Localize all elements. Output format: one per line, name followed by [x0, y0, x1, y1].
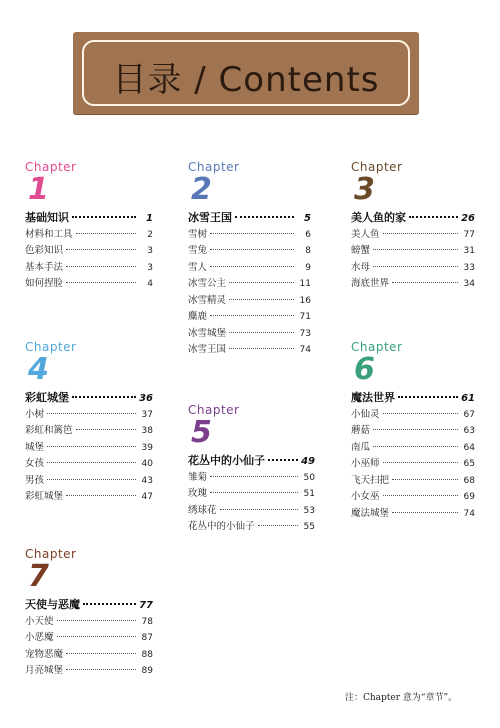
toc-entry-label: 海底世界	[351, 278, 390, 289]
toc-page-number: 37	[141, 409, 153, 420]
leader-dots	[229, 348, 294, 349]
toc-entry[interactable]	[25, 243, 153, 260]
leader-dots	[47, 462, 136, 463]
toc-page-number: 71	[299, 312, 311, 322]
toc-page-number: 6	[305, 229, 311, 240]
toc-entry[interactable]	[351, 423, 475, 440]
toc-page-number: 3	[147, 262, 153, 273]
toc-page-number: 47	[141, 492, 153, 502]
toc-page-number: 16	[299, 295, 311, 306]
leader-dots	[229, 332, 294, 333]
toc-entry[interactable]	[188, 470, 315, 487]
toc-list	[188, 453, 315, 536]
toc-entry-label: 冰雪城堡	[188, 327, 227, 339]
toc-page-number: 31	[463, 246, 475, 256]
toc-entry[interactable]	[351, 260, 475, 277]
chapter-number: 3	[354, 172, 375, 207]
toc-entry[interactable]	[25, 423, 153, 440]
leader-dots	[392, 282, 458, 283]
chapter-5-block	[188, 403, 315, 536]
toc-list	[351, 390, 475, 522]
footnote: 注：Chapter 意为“章节”。	[345, 693, 458, 703]
toc-page-number: 63	[463, 426, 475, 436]
toc-page-number: 55	[303, 522, 315, 532]
toc-entry-label: 月亮城堡	[25, 665, 64, 676]
toc-entry[interactable]	[188, 503, 315, 520]
toc-title-label: 天使与恶魔	[25, 598, 80, 611]
toc-page-number: 68	[463, 475, 475, 486]
toc-chapter-title[interactable]	[25, 210, 153, 227]
toc-entry-label: 雪人	[188, 261, 208, 273]
toc-list	[25, 210, 153, 293]
toc-entry-label: 城堡	[25, 441, 45, 453]
leader-dots	[373, 249, 458, 250]
toc-entry[interactable]	[25, 276, 153, 293]
toc-page-number: 78	[141, 616, 153, 627]
chapter-number: 1	[28, 172, 49, 207]
leader-dots	[210, 492, 298, 493]
toc-entry[interactable]	[25, 630, 153, 647]
leader-dots	[57, 620, 136, 621]
contents-banner	[73, 32, 419, 114]
toc-entry-label: 彩虹和篱笆	[25, 425, 73, 436]
leader-dots	[66, 495, 136, 496]
toc-entry-label: 如何捏脸	[25, 278, 64, 289]
chapter-label: Chapter	[25, 547, 77, 561]
leader-dots	[66, 653, 136, 654]
chapter-number: 6	[354, 352, 375, 387]
leader-dots	[373, 446, 458, 447]
toc-title-label: 魔法世界	[351, 391, 395, 404]
toc-page-number: 34	[463, 279, 475, 289]
toc-entry-label: 小天使	[25, 615, 54, 627]
toc-entry[interactable]	[25, 473, 153, 490]
toc-page-number: 89	[141, 666, 153, 676]
toc-title-label: 基础知识	[25, 211, 69, 224]
toc-entry[interactable]	[188, 309, 311, 326]
chapter-number: 5	[191, 415, 212, 450]
toc-entry[interactable]	[25, 647, 153, 664]
toc-list	[25, 597, 153, 680]
toc-page-number: 9	[305, 262, 311, 273]
toc-page-number: 77	[463, 229, 475, 240]
toc-entry[interactable]	[25, 440, 153, 457]
toc-entry-label: 绣球花	[188, 504, 217, 516]
toc-entry[interactable]	[25, 456, 153, 473]
leader-dots	[229, 299, 294, 300]
leader-dots	[220, 509, 298, 510]
toc-chapter-title[interactable]	[25, 390, 153, 407]
toc-title-label: 彩虹城堡	[25, 391, 69, 404]
toc-entry[interactable]	[188, 227, 311, 244]
leader-dots	[383, 462, 458, 463]
toc-page-number: 65	[463, 459, 475, 469]
toc-entry[interactable]	[25, 407, 153, 424]
toc-page-number: 53	[303, 505, 315, 516]
chapter-label: Chapter	[25, 340, 77, 354]
chapter-1-block	[25, 160, 153, 293]
toc-list	[188, 210, 311, 359]
toc-page-number: 87	[141, 633, 153, 643]
toc-entry[interactable]	[351, 506, 475, 523]
chapter-number: 7	[28, 559, 49, 594]
toc-entry[interactable]	[188, 293, 311, 310]
leader-dots	[210, 233, 294, 234]
toc-entry-label: 蘑菇	[351, 425, 371, 436]
toc-entry-label: 宠物恶魔	[25, 648, 64, 660]
leader-dots	[83, 603, 136, 605]
toc-page-number: 74	[463, 508, 475, 519]
toc-entry[interactable]	[351, 407, 475, 424]
toc-page-number: 36	[139, 393, 153, 404]
toc-page-number: 5	[304, 213, 311, 224]
toc-list	[25, 390, 153, 506]
leader-dots	[47, 413, 136, 414]
leader-dots	[383, 495, 458, 496]
leader-dots	[76, 429, 136, 430]
toc-entry-label: 小仙灵	[351, 408, 380, 420]
leader-dots	[268, 459, 298, 461]
toc-entry[interactable]	[351, 440, 475, 457]
leader-dots	[47, 446, 136, 447]
toc-page-number: 49	[301, 456, 315, 467]
leader-dots	[66, 249, 136, 250]
toc-page-number: 1	[146, 213, 153, 224]
chapter-number: 4	[28, 352, 49, 387]
toc-entry-label: 色彩知识	[25, 245, 64, 256]
leader-dots	[66, 266, 136, 267]
toc-entry-label: 小巫师	[351, 458, 380, 469]
toc-chapter-title[interactable]	[188, 210, 311, 227]
toc-entry-label: 冰雪公主	[188, 278, 227, 289]
toc-entry-label: 雪兔	[188, 245, 208, 256]
leader-dots	[66, 282, 136, 283]
toc-chapter-title[interactable]	[351, 390, 475, 407]
toc-entry-label: 材料和工具	[25, 228, 73, 240]
toc-page-number: 33	[463, 262, 475, 273]
toc-page-number: 11	[299, 279, 311, 289]
toc-entry-label: 雏菊	[188, 471, 208, 483]
toc-title-label: 美人鱼的家	[351, 211, 406, 224]
toc-page-number: 50	[303, 472, 315, 483]
leader-dots	[210, 249, 294, 250]
chapter-7-block	[25, 547, 153, 680]
leader-dots	[72, 396, 136, 398]
leader-dots	[398, 396, 458, 398]
toc-chapter-title[interactable]	[25, 597, 153, 614]
toc-entry-label: 美人鱼	[351, 228, 380, 240]
toc-page-number: 2	[147, 229, 153, 240]
chapter-6-block	[351, 340, 475, 522]
toc-entry[interactable]	[351, 243, 475, 260]
chapter-label: Chapter	[351, 160, 403, 174]
toc-page-number: 88	[141, 649, 153, 660]
toc-page-number: 43	[141, 475, 153, 486]
toc-entry[interactable]	[25, 489, 153, 506]
page-title: 目录 / Contents	[112, 60, 380, 100]
toc-page-number: 69	[463, 492, 475, 502]
toc-entry[interactable]	[25, 614, 153, 631]
chapter-number: 2	[191, 172, 212, 207]
toc-list	[351, 210, 475, 293]
leader-dots	[210, 266, 294, 267]
toc-entry[interactable]	[351, 456, 475, 473]
toc-page-number: 39	[141, 442, 153, 453]
chapter-label: Chapter	[188, 403, 240, 417]
leader-dots	[66, 669, 136, 670]
chapter-2-block	[188, 160, 311, 359]
leader-dots	[57, 636, 136, 637]
toc-entry[interactable]	[351, 489, 475, 506]
toc-entry-label: 彩虹城堡	[25, 491, 64, 502]
leader-dots	[383, 413, 458, 414]
toc-entry-label: 男孩	[25, 474, 45, 486]
leader-dots	[258, 525, 298, 526]
leader-dots	[392, 479, 458, 480]
leader-dots	[72, 216, 136, 218]
chapter-4-block	[25, 340, 153, 506]
toc-entry-label: 冰雪王国	[188, 344, 227, 355]
toc-entry-label: 女孩	[25, 458, 45, 469]
toc-entry-label: 小树	[25, 408, 45, 420]
leader-dots	[76, 233, 136, 234]
toc-entry[interactable]	[25, 260, 153, 277]
leader-dots	[235, 216, 294, 218]
toc-entry-label: 水母	[351, 261, 371, 273]
toc-page-number: 73	[299, 328, 311, 339]
toc-entry-label: 南瓜	[351, 441, 371, 453]
toc-entry-label: 冰雪精灵	[188, 294, 227, 306]
toc-page-number: 51	[303, 489, 315, 499]
toc-entry-label: 雪树	[188, 228, 208, 240]
toc-entry-label: 小恶魔	[25, 632, 54, 643]
toc-page-number: 4	[147, 279, 153, 289]
toc-title-label: 花丛中的小仙子	[188, 454, 265, 467]
toc-page-number: 61	[461, 393, 475, 404]
toc-entry-label: 魔法城堡	[351, 507, 390, 519]
leader-dots	[210, 315, 294, 316]
toc-page-number: 38	[141, 426, 153, 436]
toc-entry[interactable]	[188, 342, 311, 359]
leader-dots	[373, 429, 458, 430]
leader-dots	[392, 512, 458, 513]
chapter-label: Chapter	[188, 160, 240, 174]
toc-entry[interactable]	[188, 486, 315, 503]
toc-entry[interactable]	[188, 243, 311, 260]
toc-page-number: 8	[305, 246, 311, 256]
toc-page-number: 3	[147, 246, 153, 256]
toc-chapter-title[interactable]	[188, 453, 315, 470]
toc-entry-label: 小女巫	[351, 491, 380, 502]
toc-entry-label: 麋鹿	[188, 311, 208, 322]
toc-entry[interactable]	[351, 276, 475, 293]
leader-dots	[373, 266, 458, 267]
toc-entry-label: 螃蟹	[351, 245, 371, 256]
toc-page-number: 64	[463, 442, 475, 453]
toc-entry[interactable]	[188, 326, 311, 343]
toc-entry[interactable]	[188, 276, 311, 293]
toc-entry[interactable]	[351, 473, 475, 490]
leader-dots	[210, 476, 298, 477]
toc-entry[interactable]	[188, 519, 315, 536]
leader-dots	[229, 282, 294, 283]
toc-entry-label: 飞天扫把	[351, 474, 390, 486]
leader-dots	[383, 233, 458, 234]
toc-title-label: 冰雪王国	[188, 211, 232, 224]
chapter-label: Chapter	[351, 340, 403, 354]
toc-entry[interactable]	[25, 663, 153, 680]
toc-entry[interactable]	[351, 227, 475, 244]
chapter-3-block	[351, 160, 475, 293]
toc-page-number: 26	[461, 213, 475, 224]
leader-dots	[47, 479, 136, 480]
toc-page-number: 77	[139, 600, 153, 611]
toc-page-number: 40	[141, 459, 153, 469]
toc-page-number: 74	[299, 345, 311, 355]
toc-chapter-title[interactable]	[351, 210, 475, 227]
toc-entry-label: 玫瑰	[188, 488, 208, 499]
leader-dots	[409, 216, 458, 218]
chapter-label: Chapter	[25, 160, 77, 174]
toc-entry[interactable]	[188, 260, 311, 277]
toc-entry[interactable]	[25, 227, 153, 244]
toc-entry-label: 花丛中的小仙子	[188, 521, 255, 532]
toc-page-number: 67	[463, 409, 475, 420]
toc-entry-label: 基本手法	[25, 261, 64, 273]
